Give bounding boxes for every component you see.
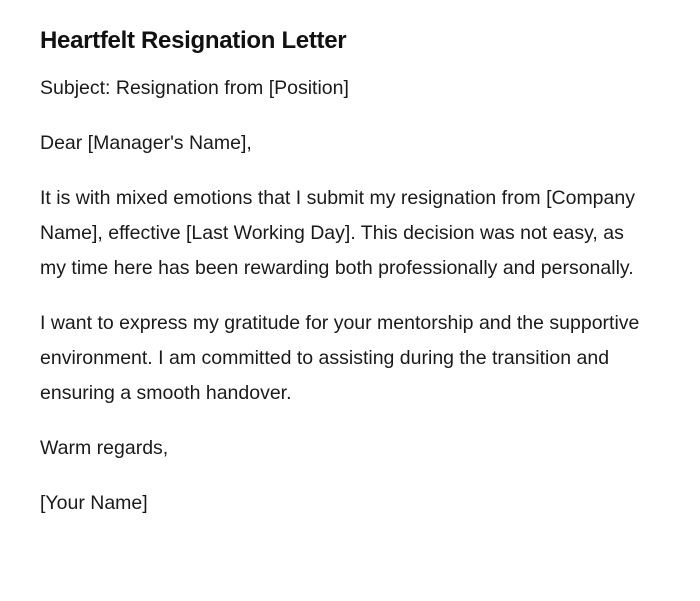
body-paragraph-1: It is with mixed emotions that I submit my resignation from [Company Name], effective [Last Working Day]. This decision was not easy, as my time here has been rewarding both professionally and personally.	[40, 187, 635, 279]
signature: [Your Name]	[40, 492, 148, 514]
body-paragraph-2: I want to express my gratitude for your mentorship and the supportive environment. I am committed to assisting during the transition and ensuring a smooth handover.	[40, 312, 640, 404]
salutation: Dear [Manager's Name],	[40, 132, 252, 154]
closing: Warm regards,	[40, 437, 169, 459]
subject-line: Subject: Resignation from [Position]	[40, 77, 349, 99]
document-title: Heartfelt Resignation Letter	[40, 27, 347, 54]
